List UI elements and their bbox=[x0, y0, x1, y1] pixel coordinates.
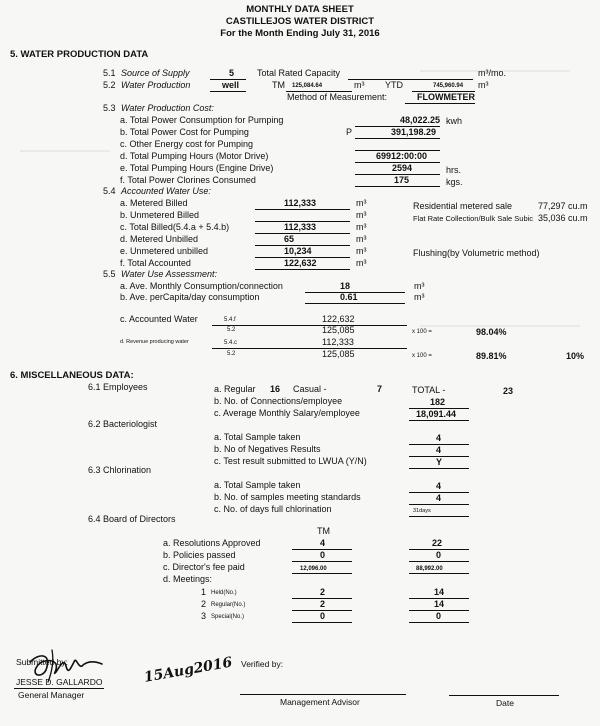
flat-rate-label: Flat Rate Collection/Bulk Sale Subic bbox=[413, 214, 534, 223]
s55-c-top-ref: 5.4.f bbox=[224, 317, 236, 323]
s55-c-label: c. Accounted Water bbox=[120, 314, 198, 324]
s55-a-label: a. Ave. Monthly Consumption/connection bbox=[120, 281, 283, 291]
s64-b-label: b. Policies passed bbox=[163, 550, 236, 560]
s61-total: 23 bbox=[503, 386, 514, 396]
s55-c-bot-ref: 5.2 bbox=[227, 327, 236, 333]
bleed-artifact bbox=[20, 150, 110, 152]
date-line bbox=[449, 695, 559, 696]
s63-c-label: c. No. of days full chlorination bbox=[214, 504, 332, 514]
s54-d-value: 65 bbox=[284, 234, 295, 244]
s55-d-result: 89.81% bbox=[476, 351, 507, 361]
s54-d-label: d. Metered Unbilled bbox=[120, 234, 199, 244]
submitted-by-label: Submitted by: bbox=[16, 657, 68, 667]
s52-method-label: Method of Measurement: bbox=[287, 92, 388, 102]
s54-d-unit: m³ bbox=[356, 234, 367, 244]
s53-c-label: c. Other Energy cost for Pumping bbox=[120, 139, 254, 149]
s55-b-line bbox=[305, 303, 405, 304]
s51-num: 5.1 bbox=[103, 68, 116, 78]
s53-e-label: e. Total Pumping Hours (Engine Drive) bbox=[120, 163, 274, 173]
signatory-title: General Manager bbox=[18, 690, 85, 700]
s64-m1-tm: 2 bbox=[320, 587, 326, 597]
s53-b-label: b. Total Power Cost for Pumping bbox=[120, 127, 249, 137]
s51-capacity-label: Total Rated Capacity bbox=[257, 68, 341, 78]
s54-a-label: a. Metered Billed bbox=[120, 198, 188, 208]
residential-sale-value: 77,297 cu.m bbox=[538, 201, 588, 211]
s64-m3-tm-line bbox=[292, 622, 352, 623]
s51-label: Source of Supply bbox=[121, 68, 190, 78]
section-6-title: 6. MISCELLANEOUS DATA: bbox=[10, 370, 134, 381]
residential-sale-label: Residential metered sale bbox=[413, 201, 513, 211]
s63-b-label: b. No. of samples meeting standards bbox=[214, 492, 361, 502]
s64-c-label: c. Director's fee paid bbox=[163, 562, 245, 572]
s52-method-line bbox=[405, 103, 475, 104]
s62-b-label: b. No of Negatives Results bbox=[214, 444, 321, 454]
s61-casual-label: Casual - bbox=[293, 384, 327, 394]
s53-a-label: a. Total Power Consumption for Pumping bbox=[120, 115, 284, 125]
period: For the Month Ending July 31, 2016 bbox=[220, 28, 380, 39]
s53-f-value: 175 bbox=[394, 175, 410, 185]
s55-c-fraction-line bbox=[212, 325, 407, 326]
s64-m3-ytd: 0 bbox=[436, 611, 442, 621]
s54-f-unit: m³ bbox=[356, 258, 367, 268]
s54-num: 5.4 bbox=[103, 186, 116, 196]
s64-m1-label: Held(No.) bbox=[211, 590, 237, 596]
s55-num: 5.5 bbox=[103, 269, 116, 279]
s52-num: 5.2 bbox=[103, 80, 116, 90]
s54-e-value: 10,234 bbox=[284, 246, 312, 256]
s64-m2-num: 2 bbox=[201, 599, 207, 609]
s53-a-value: 48,022.25 bbox=[400, 115, 441, 125]
s54-c-unit: m³ bbox=[356, 222, 367, 232]
s54-f-label: f. Total Accounted bbox=[120, 258, 191, 268]
s55-a-value: 18 bbox=[340, 281, 351, 291]
s64-m3-label: Special(No.) bbox=[211, 614, 245, 620]
s52-value: well bbox=[222, 80, 240, 90]
s55-d-top-ref: 5.4.c bbox=[224, 340, 238, 346]
s62-label: 6.2 Bacteriologist bbox=[88, 419, 158, 429]
s64-m3-ytd-line bbox=[409, 622, 469, 623]
s61-c-label: c. Average Monthly Salary/employee bbox=[214, 408, 360, 418]
s54-a-value: 112,333 bbox=[284, 198, 317, 208]
s55-label: Water Use Assessment: bbox=[121, 269, 218, 279]
s62-c-value: Y bbox=[436, 457, 443, 467]
s53-b-prefix: P bbox=[346, 127, 353, 137]
s64-a-label: a. Resolutions Approved bbox=[163, 538, 261, 548]
s52-ytd-label: YTD bbox=[385, 80, 403, 90]
s51-capacity-line bbox=[348, 79, 473, 80]
s64-m2-ytd: 14 bbox=[434, 599, 445, 609]
s55-c-multiplier: x 100 = bbox=[412, 329, 432, 335]
s55-d-multiplier: x 100 = bbox=[412, 353, 432, 359]
s64-m2-label: Regular(No.) bbox=[211, 602, 246, 608]
s55-d-extra: 10% bbox=[566, 351, 585, 361]
s55-d-bot-ref: 5.2 bbox=[227, 351, 236, 357]
s61-a-label: a. Regular bbox=[214, 384, 256, 394]
s52-tm-value: 125,084.64 bbox=[292, 83, 323, 89]
s51-value: 5 bbox=[229, 68, 235, 78]
s64-b-ytd-line bbox=[409, 561, 469, 562]
date-label: Date bbox=[496, 698, 514, 708]
s55-b-label: b. Ave. perCapita/day consumption bbox=[120, 292, 260, 302]
s52-label: Water Production bbox=[121, 80, 191, 90]
s64-m1-ytd: 14 bbox=[434, 587, 445, 597]
s54-e-unit: m³ bbox=[356, 246, 367, 256]
s61-b-value: 182 bbox=[430, 397, 446, 407]
s63-a-value: 4 bbox=[436, 481, 442, 491]
s64-m3-tm: 0 bbox=[320, 611, 326, 621]
advisor-label: Management Advisor bbox=[280, 697, 360, 707]
s55-c-result: 98.04% bbox=[476, 327, 507, 337]
s52-tm-label: TM bbox=[272, 80, 285, 90]
s64-c-tm: 12,096.00 bbox=[300, 566, 327, 572]
s64-a-ytd: 22 bbox=[432, 538, 443, 548]
s64-m2-tm: 2 bbox=[320, 599, 326, 609]
s61-regular: 16 bbox=[270, 384, 281, 394]
s63-b-value: 4 bbox=[436, 493, 442, 503]
s62-c-line bbox=[409, 468, 469, 469]
district-name: CASTILLEJOS WATER DISTRICT bbox=[225, 16, 375, 27]
s61-c-value: 18,091.44 bbox=[416, 409, 457, 419]
s52-method-value: FLOWMETER bbox=[417, 92, 475, 102]
s54-c-value: 112,333 bbox=[284, 222, 317, 232]
s64-tm-header: TM bbox=[317, 526, 330, 536]
s63-b-line bbox=[409, 504, 469, 505]
s61-b-label: b. No. of Connections/employee bbox=[214, 396, 343, 406]
s52-ytd-unit: m³ bbox=[478, 80, 489, 90]
s63-c-value: 31days bbox=[413, 508, 431, 514]
s61-casual: 7 bbox=[377, 384, 383, 394]
s64-label: 6.4 Board of Directors bbox=[88, 514, 176, 524]
s55-d-top-value: 112,333 bbox=[322, 337, 354, 347]
signature-line bbox=[14, 688, 104, 689]
s51-capacity-unit: m³/mo. bbox=[478, 68, 506, 78]
s54-b-unit: m³ bbox=[356, 210, 367, 220]
s53-e-unit: hrs. bbox=[446, 165, 462, 175]
s64-b-tm-line bbox=[292, 561, 352, 562]
s55-c-bot-value: 125,085 bbox=[322, 325, 355, 335]
s52-ytd-value: 745,960.94 bbox=[433, 83, 464, 89]
s54-f-value: 122,632 bbox=[284, 258, 317, 268]
s63-c-line bbox=[409, 516, 469, 517]
s63-a-label: a. Total Sample taken bbox=[214, 480, 301, 490]
s54-c-line bbox=[255, 233, 350, 234]
s62-c-label: c. Test result submitted to LWUA (Y/N) bbox=[214, 456, 367, 466]
s53-f-unit: kgs. bbox=[446, 177, 463, 187]
flat-rate-value: 35,036 cu.m bbox=[538, 213, 588, 223]
s61-label: 6.1 Employees bbox=[88, 382, 148, 392]
s64-m3-num: 3 bbox=[201, 611, 207, 621]
s55-b-value: 0.61 bbox=[340, 292, 358, 302]
s53-e-value: 2594 bbox=[392, 163, 413, 173]
s54-label: Accounted Water Use: bbox=[121, 186, 211, 196]
s53-b-line bbox=[355, 138, 440, 139]
s64-c-ytd-line bbox=[409, 573, 469, 574]
s54-f-line bbox=[255, 269, 350, 270]
s55-a-unit: m³ bbox=[414, 281, 425, 291]
s54-a-unit: m³ bbox=[356, 198, 367, 208]
s55-b-unit: m³ bbox=[414, 292, 425, 302]
s61-c-line bbox=[409, 420, 469, 421]
s54-c-label: c. Total Billed(5.4.a + 5.4.b) bbox=[120, 222, 230, 232]
s55-c-top-value: 122,632 bbox=[322, 314, 355, 324]
s62-a-value: 4 bbox=[436, 433, 442, 443]
s64-a-tm: 4 bbox=[320, 538, 326, 548]
s62-b-value: 4 bbox=[436, 445, 442, 455]
s55-d-bot-value: 125,085 bbox=[322, 349, 355, 359]
s55-d-fraction-line bbox=[212, 348, 407, 349]
s55-d-label: d. Revenue producing water bbox=[120, 339, 189, 345]
s53-b-value: 391,198.29 bbox=[391, 127, 437, 137]
s64-c-ytd: 88,992.00 bbox=[416, 566, 443, 572]
s53-num: 5.3 bbox=[103, 103, 116, 113]
s54-e-label: e. Unmetered unbilled bbox=[120, 246, 209, 256]
s61-total-label: TOTAL - bbox=[412, 385, 446, 395]
s64-b-ytd: 0 bbox=[436, 550, 442, 560]
s53-d-value: 69912:00:00 bbox=[376, 151, 428, 161]
sheet-title: MONTHLY DATA SHEET bbox=[246, 4, 354, 15]
advisor-signature-line bbox=[240, 694, 406, 695]
s53-label: Water Production Cost: bbox=[121, 103, 214, 113]
s53-d-label: d. Total Pumping Hours (Motor Drive) bbox=[120, 151, 269, 161]
s63-label: 6.3 Chlorination bbox=[88, 465, 152, 475]
verified-by-label: Verified by: bbox=[241, 659, 284, 669]
section-5-title: 5. WATER PRODUCTION DATA bbox=[10, 49, 149, 60]
handwritten-date: 15Aug2016 bbox=[142, 654, 234, 686]
s52-underline bbox=[210, 91, 246, 92]
signatory-name: JESSE D. GALLARDO bbox=[16, 677, 103, 687]
s64-b-tm: 0 bbox=[320, 550, 326, 560]
s64-c-tm-line bbox=[292, 573, 352, 574]
s64-m1-num: 1 bbox=[201, 587, 207, 597]
s64-d-label: d. Meetings: bbox=[163, 574, 213, 584]
s53-a-unit: kwh bbox=[446, 116, 463, 126]
flushing-note: Flushing(by Volumetric method) bbox=[413, 248, 540, 258]
s53-f-label: f. Total Power Clorines Consumed bbox=[120, 175, 256, 185]
s52-tm-unit: m³ bbox=[354, 80, 365, 90]
s62-a-label: a. Total Sample taken bbox=[214, 432, 301, 442]
s54-a-line bbox=[255, 209, 350, 210]
s54-b-label: b. Unmetered Billed bbox=[120, 210, 200, 220]
s53-f-line bbox=[355, 186, 440, 187]
